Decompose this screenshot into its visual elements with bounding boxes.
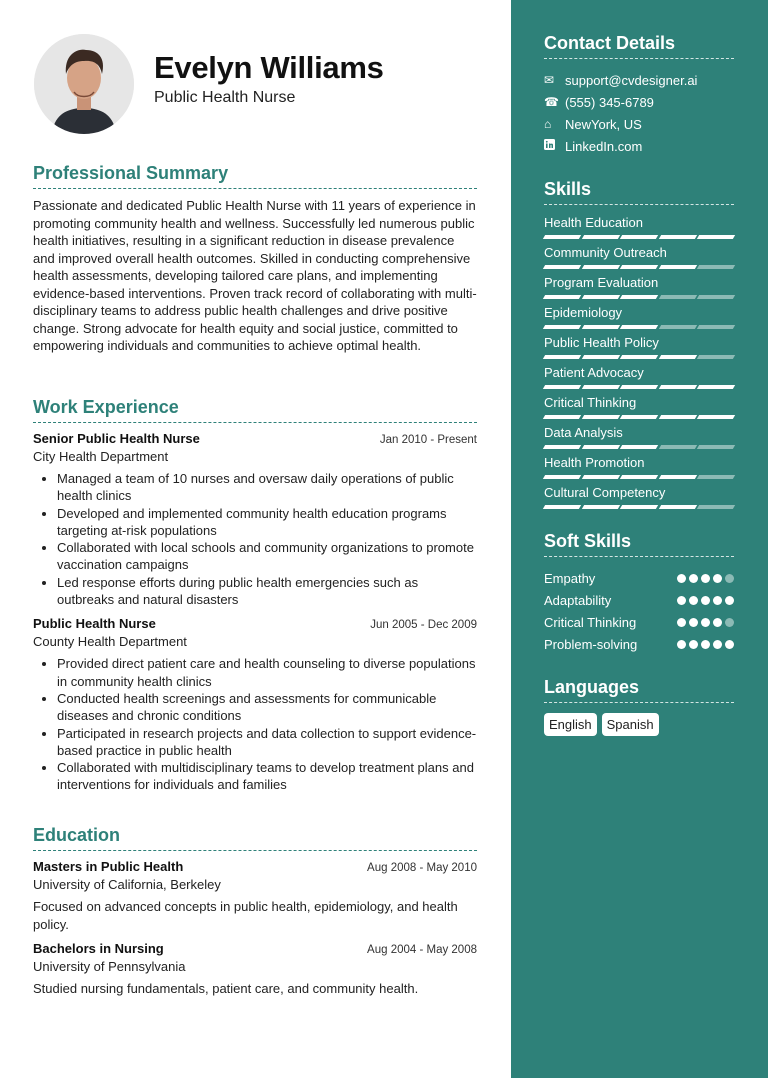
- contact-heading: Contact Details: [544, 33, 734, 59]
- skill-level-segment: [543, 385, 581, 389]
- skill-name: Program Evaluation: [544, 275, 659, 290]
- skill-item: [544, 395, 734, 419]
- job-entry: [33, 616, 477, 793]
- skill-level-segment: [543, 505, 581, 509]
- skill-item: [544, 335, 734, 359]
- soft-skill-name: Adaptability: [544, 592, 612, 608]
- skill-level-segment: [543, 415, 581, 419]
- rating-dot: [689, 640, 698, 649]
- job-bullet: • Led response efforts during public health emergencies such as outbreaks and natural disasters: [57, 574, 477, 609]
- education-heading: Education: [33, 825, 477, 851]
- skill-level-bar: [544, 445, 734, 449]
- skill-level-segment: [620, 415, 658, 419]
- skill-name: Cultural Competency: [544, 485, 666, 500]
- skill-level-segment: [697, 295, 735, 299]
- email-text: support@cvdesigner.ai: [565, 72, 698, 88]
- skill-name: Data Analysis: [544, 425, 623, 440]
- skill-level-segment: [581, 355, 619, 359]
- rating-dot: [725, 618, 734, 627]
- skill-level-bar: [544, 265, 734, 269]
- skill-level-bar: [544, 415, 734, 419]
- skill-level-segment: [697, 415, 735, 419]
- soft-skill-rating: [677, 640, 734, 649]
- education-description: Focused on advanced concepts in public health, epidemiology, and health policy.: [33, 899, 458, 932]
- skill-level-bar: [544, 295, 734, 299]
- summary-text: Passionate and dedicated Public Health Nurse with 11 years of experience in promoting community health and wellness. Successfully led numerous public health initiatives, resulting in a significant reduction in disease prevalence and improved overall health outcomes. Skilled in conducting comprehensive health assessments, developing tailored care plans, and implementing evidence-based interventions. Proven track record of collaborating with multi-disciplinary teams to address public health challenges and drive positive change. Strong advocate for health equity and social justice, committed to empowering individuals and communities to achieve optimal health.: [33, 198, 477, 353]
- rating-dot: [713, 640, 722, 649]
- skill-item: [544, 245, 734, 269]
- envelope-icon: ✉: [544, 73, 555, 87]
- skill-level-segment: [543, 235, 581, 239]
- rating-dot: [677, 618, 686, 627]
- rating-dot: [677, 640, 686, 649]
- skill-level-segment: [697, 235, 735, 239]
- job-bullet: • Provided direct patient care and health counseling to diverse populations in community health clinics: [57, 655, 477, 690]
- skill-name: Community Outreach: [544, 245, 667, 260]
- job-bullet: • Managed a team of 10 nurses and oversaw daily operations of public health clinics: [57, 470, 477, 505]
- skills-section: [544, 179, 734, 509]
- skill-level-segment: [659, 415, 697, 419]
- summary-heading: Professional Summary: [33, 163, 477, 189]
- skill-level-bar: [544, 505, 734, 509]
- rating-dot: [701, 640, 710, 649]
- job-organization: City Health Department: [33, 449, 169, 464]
- skill-level-segment: [620, 505, 658, 509]
- skill-level-segment: [659, 355, 697, 359]
- rating-dot: [713, 574, 722, 583]
- skill-level-bar: [544, 475, 734, 479]
- contact-linkedin[interactable]: [544, 135, 734, 157]
- skill-name: Epidemiology: [544, 305, 623, 320]
- skill-level-segment: [659, 295, 697, 299]
- skills-list: [544, 215, 734, 509]
- school-name: University of Pennsylvania: [33, 959, 186, 974]
- skill-level-segment: [581, 445, 619, 449]
- degree-title: Bachelors in Nursing: [33, 941, 164, 956]
- skill-level-segment: [581, 325, 619, 329]
- linkedin-text: LinkedIn.com: [565, 138, 643, 154]
- skill-level-segment: [620, 325, 658, 329]
- work-heading: Work Experience: [33, 397, 477, 423]
- rating-dot: [713, 596, 722, 605]
- contact-section: [544, 33, 734, 157]
- job-bullet: • Collaborated with multidisciplinary teams to develop treatment plans and interventions for individuals and families: [57, 759, 477, 794]
- contact-location: [544, 113, 734, 135]
- skill-level-segment: [543, 445, 581, 449]
- candidate-title: Public Health Nurse: [154, 89, 296, 106]
- soft-skill-item: [544, 611, 734, 633]
- phone-text: (555) 345-6789: [565, 94, 654, 110]
- phone-icon: ☎: [544, 95, 559, 109]
- skill-item: [544, 305, 734, 329]
- languages-heading: Languages: [544, 677, 734, 703]
- rating-dot: [701, 574, 710, 583]
- soft-skill-name: Critical Thinking: [544, 614, 637, 630]
- languages-section: [544, 677, 734, 736]
- job-bullets: [33, 470, 477, 608]
- summary-section: [33, 163, 477, 355]
- education-entry: [33, 941, 477, 998]
- rating-dot: [689, 596, 698, 605]
- skill-level-segment: [620, 265, 658, 269]
- job-title: Public Health Nurse: [33, 616, 156, 632]
- soft-skill-item: [544, 567, 734, 589]
- skill-level-segment: [697, 355, 735, 359]
- skill-level-segment: [620, 385, 658, 389]
- skill-level-segment: [697, 445, 735, 449]
- rating-dot: [689, 618, 698, 627]
- rating-dot: [677, 596, 686, 605]
- rating-dot: [677, 574, 686, 583]
- school-name: University of California, Berkeley: [33, 877, 221, 892]
- languages-list: [544, 713, 734, 736]
- education-section: [33, 825, 477, 1006]
- skill-level-bar: [544, 325, 734, 329]
- soft-skill-name: Problem-solving: [544, 636, 638, 652]
- skill-level-segment: [659, 445, 697, 449]
- avatar-portrait-icon: [34, 34, 134, 134]
- job-date: Jun 2005 - Dec 2009: [370, 619, 477, 632]
- skill-level-bar: [544, 385, 734, 389]
- skill-level-segment: [659, 235, 697, 239]
- skill-level-segment: [697, 475, 735, 479]
- skill-name: Patient Advocacy: [544, 365, 644, 380]
- skill-name: Public Health Policy: [544, 335, 659, 350]
- skill-level-segment: [697, 325, 735, 329]
- skills-heading: Skills: [544, 179, 734, 205]
- avatar: [34, 34, 134, 134]
- skill-item: [544, 425, 734, 449]
- education-description: Studied nursing fundamentals, patient care, and community health.: [33, 981, 419, 996]
- skill-name: Health Education: [544, 215, 644, 230]
- candidate-name: Evelyn Williams: [154, 50, 384, 85]
- skill-item: [544, 455, 734, 479]
- job-title: Senior Public Health Nurse: [33, 431, 200, 446]
- skill-level-bar: [544, 355, 734, 359]
- job-bullet: • Participated in research projects and data collection to support evidence-based practice in public health: [57, 725, 477, 760]
- job-bullet: • Conducted health screenings and assessments for communicable diseases and chronic conditions: [57, 690, 477, 725]
- skill-level-segment: [543, 355, 581, 359]
- resume-header: [33, 0, 478, 150]
- skill-level-segment: [697, 265, 735, 269]
- soft-skill-rating: [677, 574, 734, 583]
- soft-skill-rating: [677, 596, 734, 605]
- skill-level-segment: [659, 325, 697, 329]
- soft-skill-item: [544, 633, 734, 655]
- contact-phone[interactable]: [544, 91, 734, 113]
- language-tag: English: [544, 713, 597, 736]
- job-bullet: • Collaborated with local schools and community organizations to promote vaccination campaigns: [57, 539, 477, 574]
- work-section: [33, 397, 477, 802]
- rating-dot: [713, 618, 722, 627]
- job-entry: [33, 431, 477, 608]
- soft-skill-rating: [677, 618, 734, 627]
- skill-item: [544, 215, 734, 239]
- skill-level-segment: [581, 235, 619, 239]
- language-tag: Spanish: [602, 713, 659, 736]
- rating-dot: [725, 596, 734, 605]
- location-text: NewYork, US: [565, 116, 642, 132]
- skill-level-segment: [620, 355, 658, 359]
- skill-level-segment: [659, 265, 697, 269]
- skill-level-segment: [543, 475, 581, 479]
- skill-level-segment: [581, 265, 619, 269]
- skill-level-segment: [543, 325, 581, 329]
- skill-name: Health Promotion: [544, 455, 645, 470]
- education-date: Aug 2008 - May 2010: [367, 862, 477, 874]
- job-bullets: [33, 655, 477, 793]
- skill-item: [544, 365, 734, 389]
- skill-item: [544, 275, 734, 299]
- skill-level-segment: [620, 445, 658, 449]
- rating-dot: [689, 574, 698, 583]
- skill-level-segment: [581, 295, 619, 299]
- skill-level-segment: [659, 385, 697, 389]
- skill-level-segment: [581, 505, 619, 509]
- education-entry: [33, 859, 477, 933]
- skill-level-segment: [581, 415, 619, 419]
- job-bullet: • Developed and implemented community health education programs targeting at-risk populations: [57, 505, 477, 540]
- linkedin-icon: [544, 139, 565, 153]
- skill-level-segment: [697, 505, 735, 509]
- soft-skill-name: Empathy: [544, 570, 596, 586]
- rating-dot: [725, 574, 734, 583]
- soft-skills-heading: Soft Skills: [544, 531, 734, 557]
- skill-level-segment: [543, 295, 581, 299]
- skill-level-bar: [544, 235, 734, 239]
- degree-title: Masters in Public Health: [33, 859, 184, 874]
- job-organization: County Health Department: [33, 634, 187, 650]
- skill-item: [544, 485, 734, 509]
- skill-level-segment: [659, 475, 697, 479]
- skill-level-segment: [620, 295, 658, 299]
- skill-level-segment: [620, 235, 658, 239]
- job-date: Jan 2010 - Present: [379, 434, 477, 446]
- sidebar: [511, 0, 768, 1078]
- skill-level-segment: [581, 475, 619, 479]
- home-icon: ⌂: [544, 117, 552, 131]
- skill-level-segment: [543, 265, 581, 269]
- rating-dot: [725, 640, 734, 649]
- rating-dot: [701, 618, 710, 627]
- skill-name: Critical Thinking: [544, 395, 637, 410]
- soft-skills-list: [544, 567, 734, 655]
- rating-dot: [701, 596, 710, 605]
- soft-skills-section: [544, 531, 734, 655]
- skill-level-segment: [581, 385, 619, 389]
- education-date: Aug 2004 - May 2008: [367, 944, 477, 956]
- contact-email[interactable]: [544, 69, 734, 91]
- soft-skill-item: [544, 589, 734, 611]
- skill-level-segment: [697, 385, 735, 389]
- skill-level-segment: [620, 475, 658, 479]
- skill-level-segment: [659, 505, 697, 509]
